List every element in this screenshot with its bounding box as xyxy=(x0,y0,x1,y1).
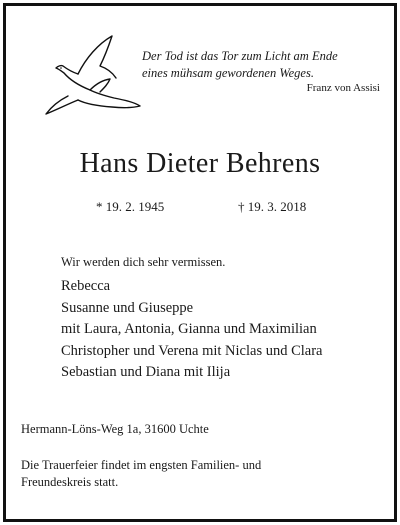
family-member: Sebastian und Diana mit Ilija xyxy=(61,364,231,380)
quote-line: Der Tod ist das Tor zum Licht am Ende xyxy=(142,49,338,63)
farewell-message: Wir werden dich sehr vermissen. xyxy=(61,255,226,269)
funeral-notice xyxy=(21,457,351,491)
address: Hermann-Löns-Weg 1a, 31600 Uchte xyxy=(21,422,209,436)
family-member: Rebecca xyxy=(61,278,111,294)
family-list xyxy=(61,276,322,384)
death-date: † 19. 3. 2018 xyxy=(238,199,307,214)
dove-icon xyxy=(34,28,142,124)
notice-line: Die Trauerfeier findet im engsten Familien- und xyxy=(21,458,262,472)
quote-line: eines mühsam gewordenen Weges. xyxy=(142,66,314,80)
birth-date: * 19. 2. 1945 xyxy=(96,199,165,214)
family-member: Christopher und Verena mit Niclas und Clara xyxy=(61,342,323,359)
quote-text xyxy=(142,48,382,82)
family-member: mit Laura, Antonia, Gianna und Maximilian xyxy=(61,321,317,337)
notice-line: Freundeskreis statt. xyxy=(21,475,119,489)
deceased-name: Hans Dieter Behrens xyxy=(79,148,321,179)
family-member: Susanne und Giuseppe xyxy=(61,299,194,316)
obituary-frame xyxy=(3,3,397,522)
quote-author: Franz von Assisi xyxy=(306,82,380,94)
